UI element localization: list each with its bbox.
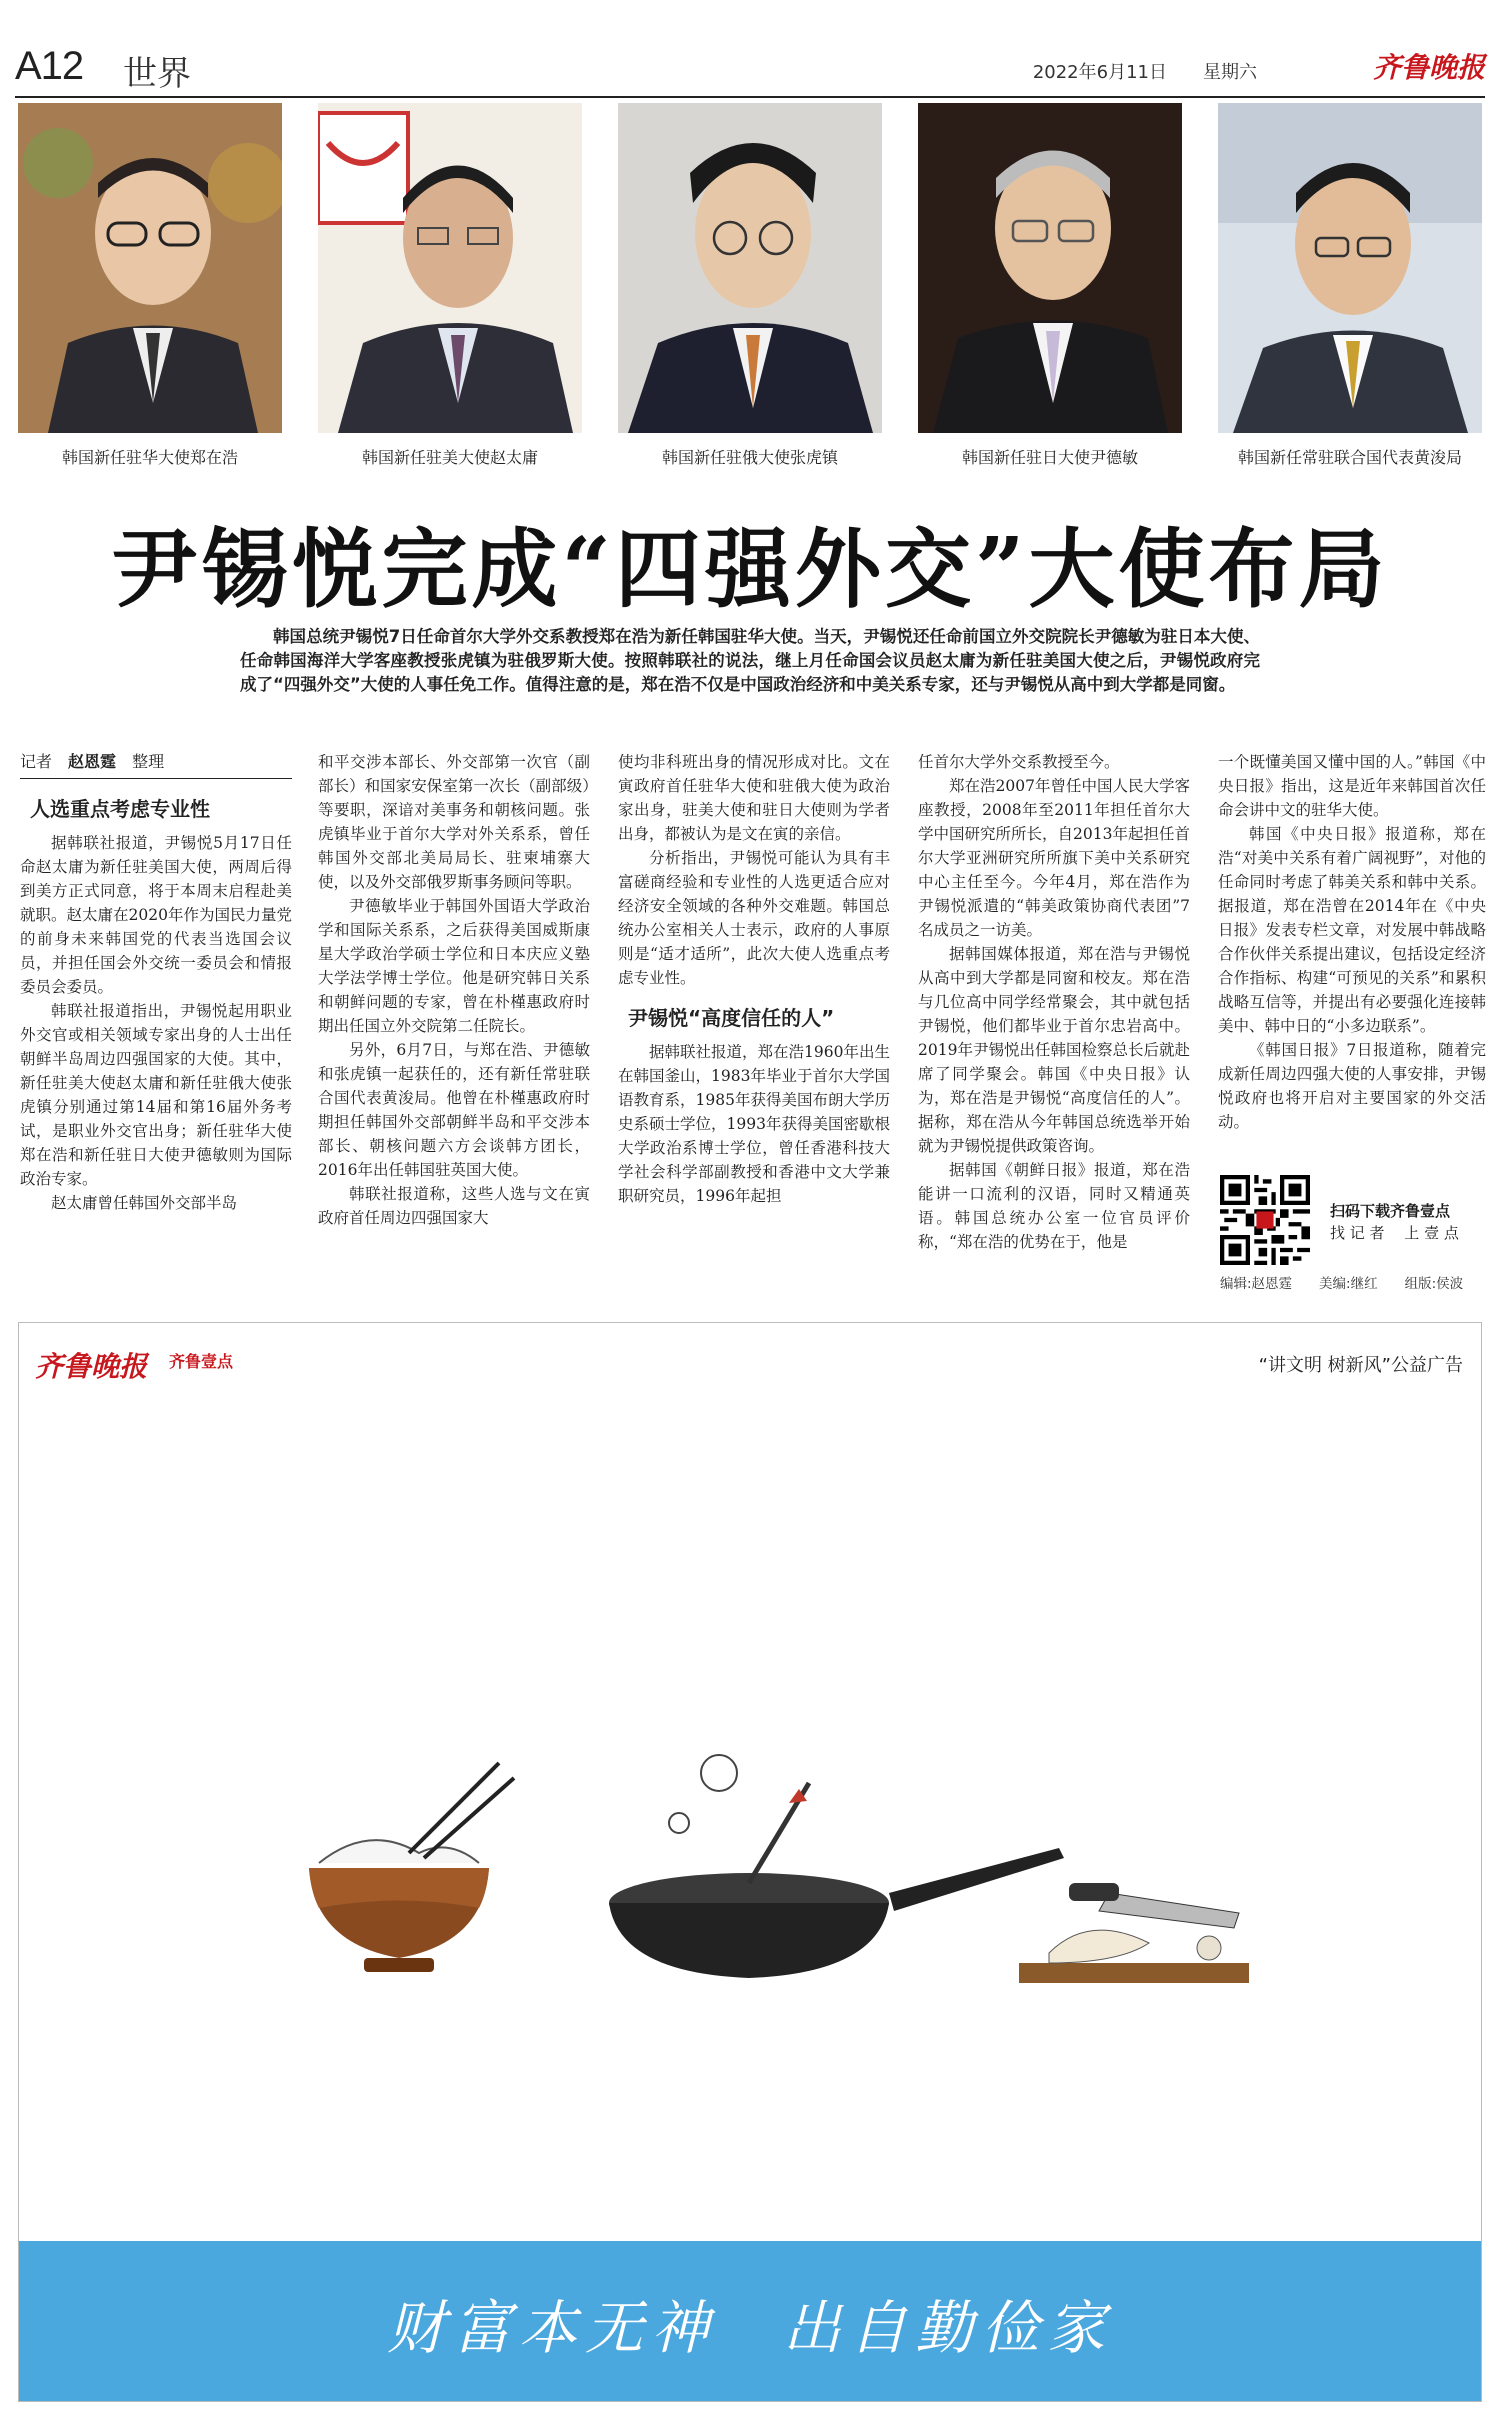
issue-weekday: 星期六	[1203, 62, 1257, 83]
paragraph: 使均非科班出身的情况形成对比。文在寅政府首任驻华大使和驻俄大使为政治家出身，驻美大使和驻日大使则为学者出身，都被认为是文在寅的亲信。	[618, 753, 890, 843]
article-column-1	[20, 750, 292, 1215]
paragraph: 和平交涉本部长、外交部第一次官（副部长）和国家安保室第一次长（副部级）等要职，深谙对美事务和朝核问题。张虎镇毕业于首尔大学对外关系系，曾任韩国外交部北美局局长、驻柬埔寨大使，以及外交部俄罗斯事务顾问等职。	[318, 753, 590, 891]
subheading: 人选重点考虑专业性	[30, 797, 210, 821]
paragraph: 《韩国日报》7日报道称，随着完成新任周边四强大使的人事安排，尹锡悦政府也将开启对主要国家的外交活动。	[1218, 1041, 1486, 1131]
photo-caption: 韩国新任常驻联合国代表黄浚局	[1237, 448, 1462, 467]
lead-paragraph: 韩国总统尹锡悦7日任命首尔大学外交系教授郑在浩为新任韩国驻华大使。当天，尹锡悦还任命前国立外交院院长尹德敏为驻日本大使、任命韩国海洋大学客座教授张虎镇为驻俄罗斯大使。按照韩联社的说法，继上月任命国会议员赵太庸为新任驻美国大使之后，尹锡悦政府完成了“四强外交”大使的人事任免工作。值得注意的是，郑在浩不仅是中国政治经济和中美关系专家，还与尹锡悦从高中到大学都是同窗。	[240, 627, 1260, 694]
cutting-board-icon	[1019, 1883, 1249, 1983]
portrait-photo-2	[318, 103, 582, 433]
paragraph: 韩联社报道指出，尹锡悦起用职业外交官或相关领域专家出身的人士出任朝鲜半岛周边四强国家的大使。其中，新任驻美大使赵太庸和新任驻俄大使张虎镇分别通过第14届和第16届外务考试，是职业外交官出身；新任驻华大使郑在浩和新任驻日大使尹德敏则为国际政治专家。	[20, 1002, 292, 1188]
ad-label: “讲文明 树新风”公益广告	[1258, 1355, 1463, 1376]
photo-caption: 韩国新任驻日大使尹德敏	[961, 448, 1138, 467]
ad-app-logo: 齐鲁壹点	[169, 1352, 234, 1371]
portrait-photo-1	[18, 103, 282, 433]
portrait-photo-5	[1218, 103, 1482, 433]
paragraph: 韩国《中央日报》报道称，郑在浩“对美中关系有着广阔视野”，对他的任命同时考虑了韩美关系和韩中关系。据报道，郑在浩曾在2014年在《中央日报》发表专栏文章，对发展中韩战略合作伙伴关系提出建议，包括设定经济合作指标、构建“可预见的关系”和累积战略互信等，并提出有必要强化连接韩美中、韩中日的“小多边联系”。	[1218, 825, 1486, 1035]
paragraph: 韩联社报道称，这些人选与文在寅政府首任周边四强国家大	[318, 1185, 590, 1227]
byline: 记者 赵恩霆 整理	[20, 750, 292, 779]
editor-credits: 编辑:赵恩霆 美编:继红 组版:侯波	[1220, 1276, 1464, 1292]
article-column-2	[318, 750, 590, 1230]
ad-logo: 齐鲁晚报	[35, 1350, 148, 1383]
paragraph: 郑在浩2007年曾任中国人民大学客座教授，2008年至2011年担任首尔大学中国研究所所长，自2013年起担任首尔大学亚洲研究所所旗下美中关系研究中心主任至今。今年4月，郑在浩作为尹锡悦派遣的“韩美政策协商代表团”7名成员之一访美。	[918, 777, 1190, 939]
portrait-photo-4	[918, 103, 1182, 433]
page-header	[15, 38, 1485, 98]
paragraph: 据韩联社报道，尹锡悦5月17日任命赵太庸为新任驻美国大使，两周后得到美方正式同意，将于本周末启程赴美就职。赵太庸在2020年作为国民力量党的前身未来韩国党的代表当选国会议员，并担任国会外交统一委员会和情报委员会委员。	[20, 834, 292, 996]
article-column-4	[918, 750, 1190, 1254]
article-column-3	[618, 750, 890, 1208]
paragraph: 分析指出，尹锡悦可能认为具有丰富磋商经验和专业性的人选更适合应对经济安全领域的各种外交难题。韩国总统办公室相关人士表示，政府的人事原则是“适才适所”，此次大使人选重点考虑专业性。	[618, 849, 890, 987]
paragraph: 另外，6月7日，与郑在浩、尹德敏和张虎镇一起获任的，还有新任常驻联合国代表黄浚局。他曾在朴槿惠政府时期担任韩国外交部朝鲜半岛和平交涉本部长、朝核问题六方会谈韩方团长，2016年出任韩国驻英国大使。	[318, 1041, 590, 1179]
public-service-ad	[18, 1322, 1482, 2402]
masthead-logo: 齐鲁晚报	[1372, 51, 1485, 84]
paragraph: 任首尔大学外交系教授至今。	[918, 753, 1120, 771]
cooking-illustration	[249, 1743, 1269, 2003]
qr-code-icon[interactable]	[1220, 1175, 1310, 1265]
ad-slogan: 财富本无神 出自勤俭家	[386, 2294, 1113, 2362]
paragraph: 尹德敏毕业于韩国外国语大学政治学和国际关系系，之后获得美国威斯康星大学政治学硕士学位和日本庆应义塾大学法学博士学位。他是研究韩日关系和朝鲜问题的专家，曾在朴槿惠政府时期出任国立外交院第二任院长。	[318, 897, 590, 1035]
headline: 尹锡悦完成“四强外交”大使布局	[111, 519, 1389, 620]
paragraph: 据韩国媒体报道，郑在浩与尹锡悦从高中到大学都是同窗和校友。郑在浩与几位高中同学经常聚会，其中就包括尹锡悦，他们都毕业于首尔忠岩高中。2019年尹锡悦出任韩国检察总长后就赴席了同学聚会。韩国《中央日报》认为，郑在浩是尹锡悦“高度信任的人”。据称，郑在浩从今年韩国总统选举开始就为尹锡悦提供政策咨询。	[918, 945, 1190, 1155]
issue-date: 2022年6月11日	[1032, 62, 1167, 83]
paragraph: 赵太庸曾任韩国外交部半岛	[51, 1194, 238, 1212]
section-title: 世界	[123, 54, 191, 94]
photo-caption: 韩国新任驻华大使郑在浩	[61, 448, 238, 467]
article-column-5	[1218, 750, 1486, 1134]
paragraph: 据韩联社报道，郑在浩1960年出生在韩国釜山，1983年毕业于首尔大学国语教育系，1985年获得美国布朗大学历史系硕士学位，1993年获得美国密歇根大学政治系博士学位，曾任香港科技大学社会科学部副教授和香港中文大学兼职研究员，1996年起担	[618, 1043, 890, 1205]
paragraph: 一个既懂美国又懂中国的人。”韩国《中央日报》指出，这是近年来韩国首次任命会讲中文的驻华大使。	[1218, 753, 1486, 819]
photo-caption: 韩国新任驻美大使赵太庸	[361, 448, 538, 467]
subheading: 尹锡悦“高度信任的人”	[628, 1006, 835, 1030]
qr-instructions: 扫码下载齐鲁壹点 找 记 者 上 壹 点	[1330, 1202, 1459, 1242]
rice-bowl-icon	[309, 1763, 514, 1972]
paragraph: 据韩国《朝鲜日报》报道，郑在浩能讲一口流利的汉语，同时又精通英语。韩国总统办公室一位官员评价称，“郑在浩的优势在于，他是	[918, 1161, 1190, 1251]
page-number: A12	[15, 44, 84, 88]
photo-caption: 韩国新任驻俄大使张虎镇	[661, 448, 838, 467]
wok-pan-icon	[609, 1755, 1064, 1978]
ad-slogan-band	[19, 2241, 1481, 2401]
portrait-photo-3	[618, 103, 882, 433]
